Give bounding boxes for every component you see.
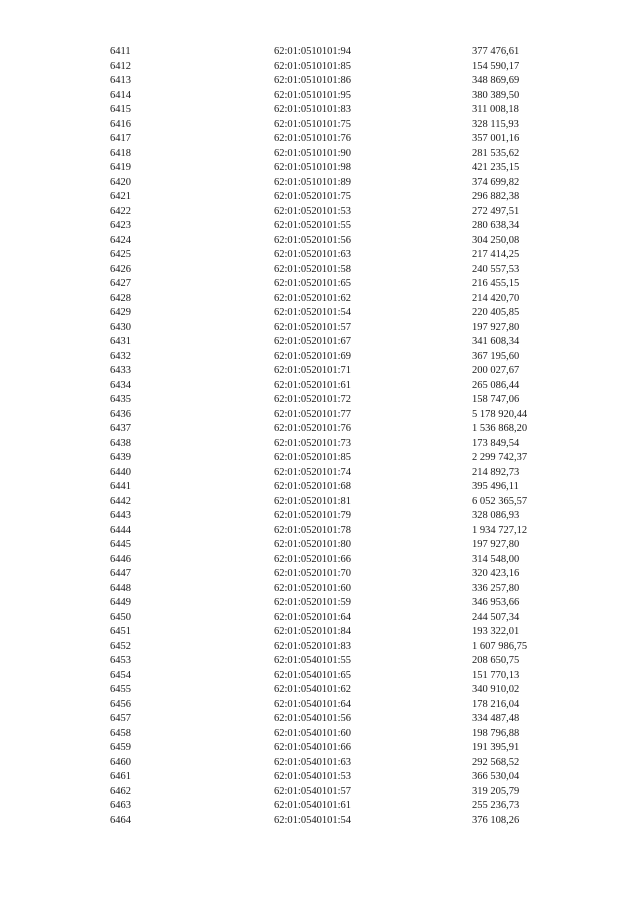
row-number: 6425 bbox=[110, 249, 131, 260]
value-amount: 1 607 986,75 bbox=[472, 640, 528, 652]
value-amount: 197 927,80 bbox=[472, 539, 520, 550]
cadastral-number: 62:01:0520101:80 bbox=[274, 539, 352, 550]
table-row bbox=[0, 379, 640, 394]
cadastral-number: 62:01:0520101:76 bbox=[274, 423, 352, 434]
value-amount: 151 770,13 bbox=[472, 669, 520, 681]
cadastral-number: 62:01:0540101:64 bbox=[274, 698, 352, 710]
value-amount: 320 423,16 bbox=[472, 568, 520, 579]
row-number: 6459 bbox=[110, 742, 131, 753]
row-number: 6433 bbox=[110, 365, 131, 376]
value-amount: 377 476,61 bbox=[472, 46, 520, 57]
table-row bbox=[0, 538, 640, 553]
table-row bbox=[0, 335, 640, 350]
table-row bbox=[0, 60, 640, 75]
value-amount: 421 235,15 bbox=[472, 162, 520, 173]
value-amount: 198 796,88 bbox=[472, 727, 520, 739]
row-number: 6432 bbox=[110, 350, 131, 362]
value-amount: 200 027,67 bbox=[472, 365, 520, 376]
value-amount: 244 507,34 bbox=[472, 611, 520, 623]
value-amount: 374 699,82 bbox=[472, 176, 520, 188]
value-amount: 292 568,52 bbox=[472, 756, 520, 768]
cadastral-number: 62:01:0520101:73 bbox=[274, 437, 352, 449]
table-row bbox=[0, 437, 640, 452]
data-table bbox=[0, 45, 640, 828]
cadastral-number: 62:01:0540101:63 bbox=[274, 756, 352, 768]
value-amount: 357 001,16 bbox=[472, 133, 520, 144]
row-number: 6460 bbox=[110, 756, 131, 768]
row-number: 6415 bbox=[110, 104, 131, 115]
table-row bbox=[0, 683, 640, 698]
value-amount: 341 608,34 bbox=[472, 336, 520, 347]
cadastral-number: 62:01:0520101:59 bbox=[274, 597, 352, 608]
value-amount: 380 389,50 bbox=[472, 89, 520, 101]
cadastral-number: 62:01:0520101:71 bbox=[274, 365, 352, 376]
value-amount: 281 535,62 bbox=[472, 147, 520, 159]
cadastral-number: 62:01:0540101:62 bbox=[274, 684, 352, 695]
row-number: 6451 bbox=[110, 626, 131, 637]
table-row bbox=[0, 132, 640, 147]
row-number: 6441 bbox=[110, 481, 131, 492]
cadastral-number: 62:01:0520101:56 bbox=[274, 234, 352, 246]
row-number: 6424 bbox=[110, 234, 131, 246]
table-row bbox=[0, 161, 640, 176]
table-row bbox=[0, 480, 640, 495]
table-row bbox=[0, 814, 640, 829]
table-row bbox=[0, 118, 640, 133]
row-number: 6448 bbox=[110, 582, 131, 594]
value-amount: 191 395,91 bbox=[472, 742, 520, 753]
cadastral-number: 62:01:0520101:54 bbox=[274, 307, 352, 318]
row-number: 6431 bbox=[110, 336, 131, 347]
row-number: 6429 bbox=[110, 307, 131, 318]
table-row bbox=[0, 654, 640, 669]
cadastral-number: 62:01:0520101:60 bbox=[274, 582, 352, 594]
table-row bbox=[0, 176, 640, 191]
row-number: 6454 bbox=[110, 669, 131, 681]
row-number: 6456 bbox=[110, 698, 131, 710]
value-amount: 1 536 868,20 bbox=[472, 423, 528, 434]
cadastral-number: 62:01:0520101:85 bbox=[274, 452, 352, 463]
value-amount: 304 250,08 bbox=[472, 234, 520, 246]
row-number: 6413 bbox=[110, 75, 131, 86]
table-row bbox=[0, 248, 640, 263]
table-row bbox=[0, 147, 640, 162]
table-row bbox=[0, 74, 640, 89]
row-number: 6427 bbox=[110, 278, 131, 289]
row-number: 6461 bbox=[110, 771, 131, 782]
table-row bbox=[0, 756, 640, 771]
table-row bbox=[0, 205, 640, 220]
value-amount: 208 650,75 bbox=[472, 655, 520, 666]
value-amount: 6 052 365,57 bbox=[472, 495, 528, 507]
row-number: 6445 bbox=[110, 539, 131, 550]
cadastral-number: 62:01:0520101:72 bbox=[274, 394, 352, 405]
cadastral-number: 62:01:0520101:69 bbox=[274, 350, 352, 362]
row-number: 6439 bbox=[110, 452, 131, 463]
table-row bbox=[0, 553, 640, 568]
cadastral-number: 62:01:0520101:74 bbox=[274, 466, 352, 478]
row-number: 6452 bbox=[110, 640, 131, 652]
row-number: 6434 bbox=[110, 379, 131, 391]
cadastral-number: 62:01:0540101:60 bbox=[274, 727, 352, 739]
row-number: 6446 bbox=[110, 553, 131, 565]
table-row bbox=[0, 364, 640, 379]
cadastral-number: 62:01:0520101:81 bbox=[274, 495, 352, 507]
table-row bbox=[0, 640, 640, 655]
value-amount: 311 008,18 bbox=[472, 104, 519, 115]
value-amount: 296 882,38 bbox=[472, 191, 520, 202]
row-number: 6463 bbox=[110, 800, 131, 811]
row-number: 6420 bbox=[110, 176, 131, 188]
table-row bbox=[0, 321, 640, 336]
value-amount: 280 638,34 bbox=[472, 220, 520, 231]
value-amount: 265 086,44 bbox=[472, 379, 520, 391]
cadastral-number: 62:01:0510101:98 bbox=[274, 162, 352, 173]
value-amount: 214 892,73 bbox=[472, 466, 520, 478]
cadastral-number: 62:01:0540101:55 bbox=[274, 655, 352, 666]
cadastral-number: 62:01:0520101:57 bbox=[274, 321, 352, 333]
cadastral-number: 62:01:0540101:56 bbox=[274, 713, 352, 724]
value-amount: 1 934 727,12 bbox=[472, 524, 528, 536]
table-row bbox=[0, 89, 640, 104]
row-number: 6428 bbox=[110, 292, 131, 304]
value-amount: 154 590,17 bbox=[472, 60, 520, 72]
cadastral-number: 62:01:0540101:57 bbox=[274, 785, 352, 797]
table-row bbox=[0, 263, 640, 278]
row-number: 6411 bbox=[110, 46, 131, 57]
value-amount: 220 405,85 bbox=[472, 307, 520, 318]
value-amount: 328 086,93 bbox=[472, 510, 520, 521]
table-row bbox=[0, 292, 640, 307]
value-amount: 328 115,93 bbox=[472, 118, 519, 130]
table-row bbox=[0, 596, 640, 611]
table-row bbox=[0, 219, 640, 234]
row-number: 6450 bbox=[110, 611, 131, 623]
cadastral-number: 62:01:0520101:83 bbox=[274, 640, 352, 652]
row-number: 6447 bbox=[110, 568, 131, 579]
table-row bbox=[0, 103, 640, 118]
table-row bbox=[0, 727, 640, 742]
table-row bbox=[0, 770, 640, 785]
cadastral-number: 62:01:0520101:62 bbox=[274, 292, 352, 304]
table-row bbox=[0, 234, 640, 249]
table-row bbox=[0, 741, 640, 756]
table-row bbox=[0, 190, 640, 205]
cadastral-number: 62:01:0520101:55 bbox=[274, 220, 352, 231]
table-row bbox=[0, 451, 640, 466]
table-row bbox=[0, 698, 640, 713]
table-row bbox=[0, 277, 640, 292]
row-number: 6419 bbox=[110, 162, 131, 173]
row-number: 6418 bbox=[110, 147, 131, 159]
cadastral-number: 62:01:0510101:95 bbox=[274, 89, 352, 101]
row-number: 6430 bbox=[110, 321, 131, 333]
value-amount: 178 216,04 bbox=[472, 698, 520, 710]
value-amount: 366 530,04 bbox=[472, 771, 520, 782]
cadastral-number: 62:01:0520101:63 bbox=[274, 249, 352, 260]
row-number: 6417 bbox=[110, 133, 131, 144]
cadastral-number: 62:01:0520101:65 bbox=[274, 278, 352, 289]
row-number: 6416 bbox=[110, 118, 131, 130]
table-row bbox=[0, 524, 640, 539]
value-amount: 336 257,80 bbox=[472, 582, 520, 594]
table-row bbox=[0, 567, 640, 582]
row-number: 6443 bbox=[110, 510, 131, 521]
value-amount: 348 869,69 bbox=[472, 75, 520, 86]
row-number: 6436 bbox=[110, 408, 131, 420]
row-number: 6458 bbox=[110, 727, 131, 739]
value-amount: 346 953,66 bbox=[472, 597, 520, 608]
value-amount: 272 497,51 bbox=[472, 205, 520, 217]
cadastral-number: 62:01:0540101:61 bbox=[274, 800, 352, 811]
value-amount: 314 548,00 bbox=[472, 553, 520, 565]
cadastral-number: 62:01:0520101:68 bbox=[274, 481, 352, 492]
cadastral-number: 62:01:0520101:84 bbox=[274, 626, 352, 637]
table-row bbox=[0, 408, 640, 423]
cadastral-number: 62:01:0510101:83 bbox=[274, 104, 352, 115]
cadastral-number: 62:01:0520101:58 bbox=[274, 263, 352, 275]
row-number: 6449 bbox=[110, 597, 131, 608]
value-amount: 340 910,02 bbox=[472, 684, 520, 695]
cadastral-number: 62:01:0520101:79 bbox=[274, 510, 352, 521]
cadastral-number: 62:01:0540101:54 bbox=[274, 814, 352, 826]
row-number: 6464 bbox=[110, 814, 131, 826]
table-row bbox=[0, 611, 640, 626]
table-row bbox=[0, 393, 640, 408]
row-number: 6412 bbox=[110, 60, 131, 72]
row-number: 6423 bbox=[110, 220, 131, 231]
cadastral-number: 62:01:0520101:53 bbox=[274, 205, 352, 217]
cadastral-number: 62:01:0520101:67 bbox=[274, 336, 352, 347]
cadastral-number: 62:01:0540101:53 bbox=[274, 771, 352, 782]
value-amount: 217 414,25 bbox=[472, 249, 520, 260]
row-number: 6440 bbox=[110, 466, 131, 478]
value-amount: 395 496,11 bbox=[472, 481, 519, 492]
table-row bbox=[0, 582, 640, 597]
table-row bbox=[0, 45, 640, 60]
cadastral-number: 62:01:0520101:77 bbox=[274, 408, 352, 420]
value-amount: 214 420,70 bbox=[472, 292, 520, 304]
table-row bbox=[0, 625, 640, 640]
value-amount: 173 849,54 bbox=[472, 437, 520, 449]
value-amount: 367 195,60 bbox=[472, 350, 520, 362]
cadastral-number: 62:01:0510101:86 bbox=[274, 75, 352, 86]
table-row bbox=[0, 509, 640, 524]
row-number: 6444 bbox=[110, 524, 131, 536]
cadastral-number: 62:01:0520101:64 bbox=[274, 611, 352, 623]
row-number: 6442 bbox=[110, 495, 131, 507]
cadastral-number: 62:01:0510101:85 bbox=[274, 60, 352, 72]
cadastral-number: 62:01:0510101:76 bbox=[274, 133, 352, 144]
value-amount: 158 747,06 bbox=[472, 394, 520, 405]
table-row bbox=[0, 785, 640, 800]
row-number: 6455 bbox=[110, 684, 131, 695]
cadastral-number: 62:01:0520101:75 bbox=[274, 191, 352, 202]
value-amount: 334 487,48 bbox=[472, 713, 520, 724]
row-number: 6438 bbox=[110, 437, 131, 449]
cadastral-number: 62:01:0520101:66 bbox=[274, 553, 352, 565]
cadastral-number: 62:01:0540101:66 bbox=[274, 742, 352, 753]
row-number: 6422 bbox=[110, 205, 131, 217]
table-row bbox=[0, 669, 640, 684]
row-number: 6421 bbox=[110, 191, 131, 202]
cadastral-number: 62:01:0520101:61 bbox=[274, 379, 352, 391]
cadastral-number: 62:01:0510101:94 bbox=[274, 46, 352, 57]
cadastral-number: 62:01:0520101:78 bbox=[274, 524, 352, 536]
row-number: 6462 bbox=[110, 785, 131, 797]
value-amount: 376 108,26 bbox=[472, 814, 520, 826]
value-amount: 2 299 742,37 bbox=[472, 452, 528, 463]
value-amount: 319 205,79 bbox=[472, 785, 520, 797]
row-number: 6437 bbox=[110, 423, 131, 434]
value-amount: 255 236,73 bbox=[472, 800, 520, 811]
table-row bbox=[0, 350, 640, 365]
table-row bbox=[0, 466, 640, 481]
value-amount: 240 557,53 bbox=[472, 263, 520, 275]
cadastral-number: 62:01:0510101:90 bbox=[274, 147, 352, 159]
table-row bbox=[0, 422, 640, 437]
value-amount: 5 178 920,44 bbox=[472, 408, 528, 420]
row-number: 6435 bbox=[110, 394, 131, 405]
row-number: 6453 bbox=[110, 655, 131, 666]
cadastral-number: 62:01:0540101:65 bbox=[274, 669, 352, 681]
table-row bbox=[0, 495, 640, 510]
row-number: 6457 bbox=[110, 713, 131, 724]
row-number: 6426 bbox=[110, 263, 131, 275]
value-amount: 193 322,01 bbox=[472, 626, 520, 637]
cadastral-number: 62:01:0510101:89 bbox=[274, 176, 352, 188]
table-row bbox=[0, 306, 640, 321]
cadastral-number: 62:01:0510101:75 bbox=[274, 118, 352, 130]
table-row bbox=[0, 712, 640, 727]
cadastral-number: 62:01:0520101:70 bbox=[274, 568, 352, 579]
value-amount: 216 455,15 bbox=[472, 278, 520, 289]
row-number: 6414 bbox=[110, 89, 131, 101]
value-amount: 197 927,80 bbox=[472, 321, 520, 333]
table-row bbox=[0, 799, 640, 814]
